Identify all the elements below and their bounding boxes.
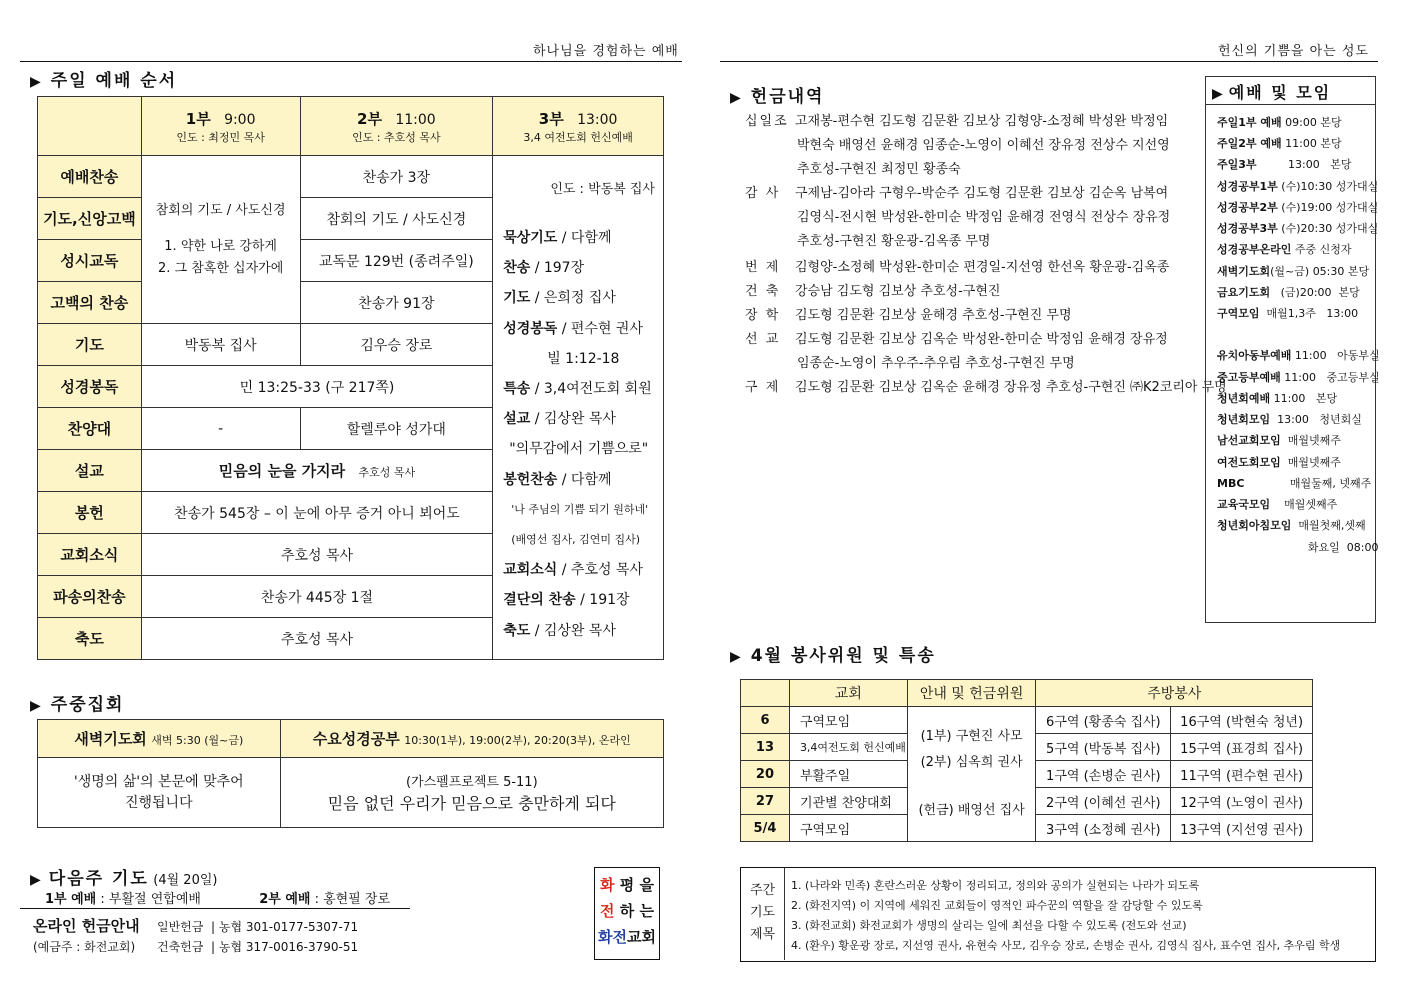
- meeting-item: 새벽기도회(월~금) 05:30 본당: [1217, 265, 1370, 278]
- service-1-opening: 참회의 기도 / 사도신경 1. 약한 나로 강하게 2. 그 참혹한 십자가에: [141, 156, 300, 324]
- service-2-reading: 교독문 129번 (종려주일): [300, 240, 493, 282]
- kitchen-2: 16구역 (박현숙 청년): [1171, 707, 1313, 734]
- meeting-item: 구역모임 매월1,3주 13:00: [1217, 307, 1359, 320]
- s3-item: "의무감에서 기쁨으로": [509, 441, 649, 458]
- service-1-header: 1부 9:00 인도 : 최정민 목사: [141, 97, 300, 156]
- prayer-topics-list: [791, 876, 1340, 956]
- triangle-icon: ▶: [30, 74, 43, 90]
- church-news: 추호성 목사: [141, 534, 492, 576]
- meeting-item: 교육국모임 매월셋째주: [1217, 498, 1338, 511]
- s3-item: 빌 1:12-18: [547, 350, 620, 367]
- label-offering: 봉헌: [38, 492, 142, 534]
- left-header-rule: [20, 61, 682, 62]
- worship-table: [37, 96, 664, 660]
- right-header-rule: [720, 61, 1378, 62]
- prayer-item: 2. (화전지역) 이 지역에 세워진 교회들이 영적인 파수꾼의 역할을 잘 감당할 수 있도록: [791, 899, 1203, 912]
- service-church-event: 부활주일: [789, 761, 907, 788]
- prayer-item: 4. (환우) 황운광 장로, 지선영 권사, 유현숙 사모, 김우승 장로, 손병순 권사, 김영식 집사, 표수연 집사, 추우림 학생: [791, 939, 1341, 952]
- service-2-prayer-leader: 김우승 장로: [300, 324, 493, 366]
- left-header: 하나님을 경험하는 예배: [533, 44, 679, 59]
- meeting-item: 유치아동부예배 11:00 아동부실: [1217, 349, 1380, 362]
- service-date: 6: [741, 707, 790, 734]
- meeting-item: 청년회아침모임 매월첫째,셋째: [1217, 519, 1366, 532]
- label-confession-hymn: 고백의 찬송: [38, 282, 142, 324]
- label-sermon: 설교: [38, 450, 142, 492]
- s3-item: 결단의 찬송 / 191장: [503, 592, 630, 609]
- sending-hymn: 찬송가 445장 1절: [141, 576, 492, 618]
- triangle-icon: ▶: [30, 872, 41, 888]
- service-church-event: 기관별 찬양대회: [789, 788, 907, 815]
- s3-item: 봉헌찬송 / 다함께: [503, 471, 612, 488]
- s3-item: (배영선 집사, 김연미 집사): [511, 533, 641, 547]
- service-date: 20: [741, 761, 790, 788]
- sermon-title: 믿음의 눈을 가지라: [218, 462, 346, 480]
- label-hymn: 예배찬송: [38, 156, 142, 198]
- service-3-order: 인도 : 박동복 집사 묵상기도 / 다함께 찬송 / 197장 기도 / 은희정 집사 성경봉독 / 편수현 권사 빌 1:12-18 특송 / 3,4여전도회 회원 설교 / 김상완 목사 "의무감에서 기쁨으로" 봉헌찬송 / 다함께 '나 주님의 기쁨 되기 원하네' (배영선 집사, 김연미 집사) 교회소식 / 추호성 목사 결단의 찬송 / 191장 축도 / 김상완 목사: [493, 156, 664, 660]
- kitchen-2: 13구역 (지선영 권사): [1171, 815, 1313, 842]
- s3-item: 설교 / 김상완 목사: [503, 411, 616, 428]
- kitchen-1: 5구역 (박동복 집사): [1036, 734, 1171, 761]
- meeting-item: 주일2부 예배 11:00 본당: [1217, 137, 1342, 150]
- label-benediction: 축도: [38, 618, 142, 660]
- offering-relief: 구 제 김도형 김문환 김보상 김옥순 윤해경 장유정 추호성-구현진 ㈜K2코리아 무명: [745, 380, 1227, 395]
- label-responsive-reading: 성시교독: [38, 240, 142, 282]
- account-holder: (예금주 : 화전교회): [33, 940, 136, 954]
- label-choir: 찬양대: [38, 408, 142, 450]
- kitchen-1: 2구역 (이혜선 권사): [1036, 788, 1171, 815]
- label-sending-hymn: 파송의찬송: [38, 576, 142, 618]
- label-prayer: 기도: [38, 324, 142, 366]
- service-table: [740, 679, 1313, 842]
- kitchen-1: 1구역 (손병순 권사): [1036, 761, 1171, 788]
- meeting-item: 청년회예배 11:00 본당: [1217, 392, 1338, 405]
- worship-section-title: ▶ 주일 예배 순서: [30, 71, 178, 91]
- building-offering-account: 건축헌금 | 농협 317-0016-3790-51: [157, 940, 359, 954]
- kitchen-1: 6구역 (황종숙 집사): [1036, 707, 1171, 734]
- s3-item: 성경봉독 / 편수현 권사: [503, 320, 643, 337]
- ushers-cell: (1부) 구현진 사모 (2부) 심옥희 권사 (헌금) 배영선 집사: [907, 707, 1036, 842]
- meeting-item: 주일3부 13:00 본당: [1217, 158, 1352, 171]
- wednesday-study-body: (가스펠프로젝트 5-11) 믿음 없던 우리가 믿음으로 충만하게 되다: [280, 758, 663, 828]
- s3-item: 교회소식 / 추호성 목사: [503, 562, 643, 579]
- online-rule: [20, 908, 410, 909]
- service-date: 27: [741, 788, 790, 815]
- triangle-icon: ▶: [1212, 86, 1223, 102]
- service-2-hymn: 찬송가 3장: [300, 156, 493, 198]
- meeting-item: 화요일 08:00: [1217, 541, 1379, 554]
- meeting-item: 성경공부1부 (수)10:30 성가대실: [1217, 180, 1379, 193]
- s3-item: 축도 / 김상완 목사: [503, 622, 616, 639]
- s3-item: 기도 / 은희정 집사: [503, 290, 616, 307]
- s3-item: 특송 / 3,4여전도회 회원: [503, 381, 652, 398]
- prayer-topics-label: 주간 기도 제목: [741, 868, 785, 960]
- next-week-prayer: ▶ 다음주 기도 (4월 20일): [30, 869, 218, 889]
- offerings-section-title: ▶ 헌금내역: [730, 87, 825, 107]
- service-1-prayer: 박동복 집사: [141, 324, 300, 366]
- dawn-prayer-header: 새벽기도회 새벽 5:30 (월~금): [38, 720, 281, 758]
- service-2-prayer: 참회의 기도 / 사도신경: [300, 198, 493, 240]
- label-news: 교회소식: [38, 534, 142, 576]
- prayer-item: 1. (나라와 민족) 혼란스러운 상황이 정리되고, 정의와 공의가 실현되는 나라가 되도록: [791, 879, 1200, 892]
- meeting-item: 청년회모임 13:00 청년회실: [1217, 413, 1362, 426]
- service-3-header: 3부 13:00 3,4 여전도회 헌신예배: [493, 97, 664, 156]
- kitchen-2: 15구역 (표경희 집사): [1171, 734, 1313, 761]
- meeting-item: 중고등부예배 11:00 중고등부실: [1217, 371, 1380, 384]
- meeting-item: 여전도회모임 매월넷째주: [1217, 456, 1341, 469]
- meeting-item: 남선교회모임 매월넷째주: [1217, 434, 1341, 447]
- service-church-event: 3,4여전도회 헌신예배: [789, 734, 907, 761]
- general-offering-account: 일반헌금 | 농협 301-0177-5307-71: [157, 920, 359, 934]
- service-2-choir: 할렐루야 성가대: [300, 408, 493, 450]
- label-scripture: 성경봉독: [38, 366, 142, 408]
- service-section-title: ▶ 4월 봉사위원 및 특송: [730, 646, 936, 666]
- kitchen-2: 12구역 (노영이 권사): [1171, 788, 1313, 815]
- meeting-item: 성경공부3부 (수)20:30 성가대실: [1217, 222, 1379, 235]
- offering-thanks: 감 사 구제남-김아라 구형우-박순주 김도형 김문환 김보상 김순옥 남복여: [745, 186, 1169, 201]
- offering-hymn: 찬송가 545장 – 이 눈에 아무 증거 아니 뵈어도: [141, 492, 492, 534]
- online-offering-title: 온라인 헌금안내: [33, 917, 140, 935]
- weekday-section-title: ▶ 주중집회: [30, 695, 125, 715]
- weekday-table: [37, 719, 664, 828]
- sermon-preacher: 추호성 목사: [358, 466, 416, 479]
- prayer-topics-box: [740, 867, 1376, 962]
- triangle-icon: ▶: [730, 649, 743, 665]
- service-church-event: 구역모임: [789, 815, 907, 842]
- wednesday-study-header: 수요성경공부 10:30(1부), 19:00(2부), 20:20(3부), 온라인: [280, 720, 663, 758]
- prayer-item: 3. (화전교회) 화전교회가 생명의 살리는 일에 최선을 다할 수 있도록 (전도와 선교): [791, 919, 1187, 932]
- meeting-item: 금요기도회 (금)20:00 본당: [1217, 286, 1360, 299]
- service-3-list: [503, 223, 663, 646]
- service-2-header: 2부 11:00 인도 : 추호성 목사: [300, 97, 493, 156]
- offering-tithe: 십일조 고재봉-편수현 김도형 김문환 김보상 김형양-소정혜 박성완 박정임: [745, 114, 1169, 129]
- service-1-choir: -: [141, 408, 300, 450]
- meeting-item: 성경공부온라인 주중 신청자: [1217, 243, 1352, 256]
- s3-item: '나 주님의 기쁨 되기 원하네': [511, 502, 649, 516]
- sermon: [141, 450, 492, 492]
- church-badge: 화 평 을 전 하 는 화전교회: [594, 867, 660, 960]
- dawn-prayer-body: '생명의 삶'의 본문에 맞추어 진행됩니다: [38, 758, 281, 828]
- triangle-icon: ▶: [30, 698, 43, 714]
- service-church-event: 구역모임: [789, 707, 907, 734]
- meeting-item: MBC 매월둘째, 넷째주: [1217, 477, 1372, 490]
- right-header: 헌신의 기쁨을 아는 성도: [1218, 44, 1369, 59]
- offering-scholarship: 장 학 김도형 김문환 김보상 윤해경 추호성-구현진 무명: [745, 308, 1072, 323]
- service-2-confession: 찬송가 91장: [300, 282, 493, 324]
- service-date: 5/4: [741, 815, 790, 842]
- next-week-services: 1부 예배 : 부활절 연합예배 2부 예배 : 홍현필 장로: [45, 892, 391, 907]
- label-prayer-creed: 기도,신앙고백: [38, 198, 142, 240]
- offering-burnt: 번 제 김형양-소정혜 박성완-한미순 편경일-지선영 한선옥 황운광-김옥종: [745, 260, 1170, 275]
- kitchen-1: 3구역 (소정혜 권사): [1036, 815, 1171, 842]
- scripture-reading: 민 13:25-33 (구 217쪽): [141, 366, 492, 408]
- benediction: 추호성 목사: [141, 618, 492, 660]
- s3-item: 찬송 / 197장: [503, 260, 585, 277]
- offering-building: 건 축 강승남 김도형 김보상 추호성-구현진: [745, 284, 1001, 299]
- kitchen-2: 11구역 (편수현 권사): [1171, 761, 1313, 788]
- s3-item: 묵상기도 / 다함께: [503, 230, 612, 246]
- meeting-item: 성경공부2부 (수)19:00 성가대실: [1217, 201, 1379, 214]
- service-date: 13: [741, 734, 790, 761]
- meeting-item: 주일1부 예배 09:00 본당: [1217, 116, 1342, 129]
- header-ushers: 안내 및 헌금위원: [907, 680, 1036, 707]
- meetings-title: ▶ 예배 및 모임: [1212, 83, 1332, 102]
- header-kitchen: 주방봉사: [1036, 680, 1313, 707]
- triangle-icon: ▶: [730, 90, 743, 106]
- header-church: 교회: [789, 680, 907, 707]
- offering-mission: 선 교 김도형 김문환 김보상 김옥순 박성완-한미순 박정임 윤해경 장유정: [745, 332, 1168, 347]
